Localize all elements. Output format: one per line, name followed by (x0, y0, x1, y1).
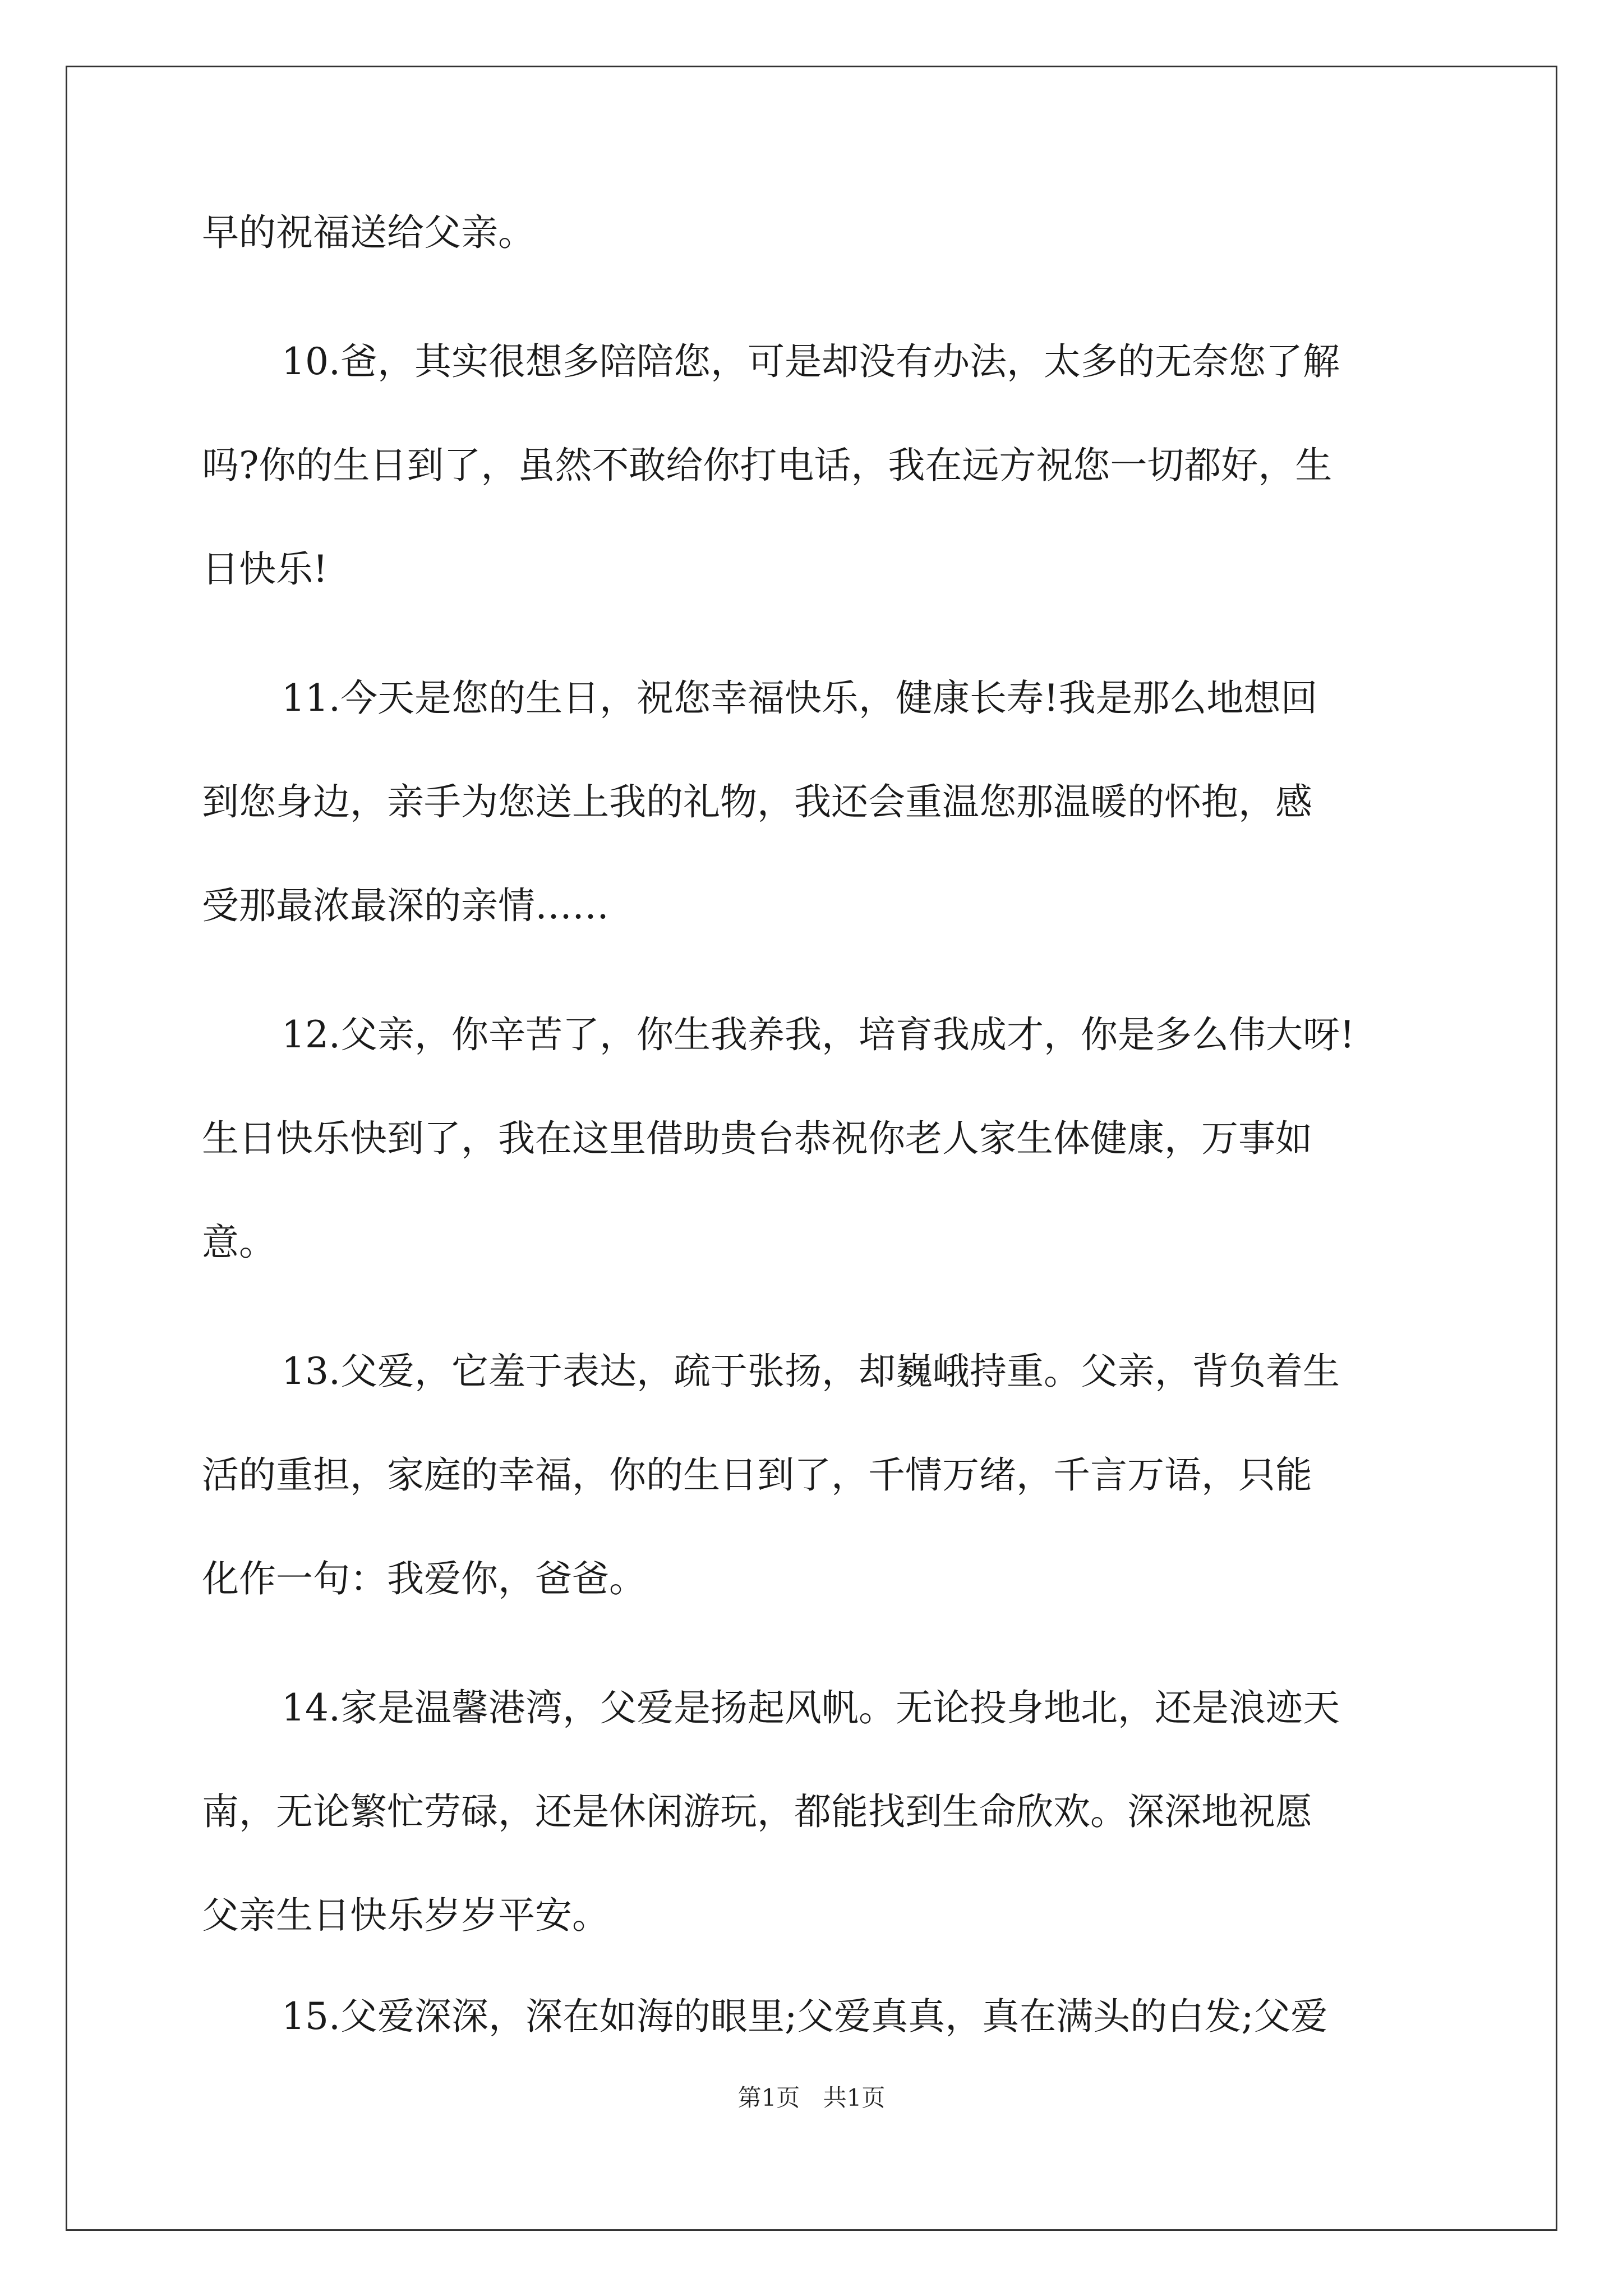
text-line-15: 南，无论繁忙劳碌，还是休闲游玩，都能找到生命欣欢。深深地祝愿 (202, 1790, 1312, 1833)
text-line-7: 受那最浓最深的亲情…… (202, 884, 609, 927)
text-line-8: 12.父亲，你辛苦了，你生我养我，培育我成才，你是多么伟大呀! (282, 1013, 1355, 1056)
text-line-4: 日快乐! (202, 547, 328, 591)
text-line-3: 吗?你的生日到了，虽然不敢给你打电话，我在远方祝您一切都好，生 (202, 444, 1332, 487)
text-line-11: 13.父爱，它羞于表达，疏于张扬，却巍峨持重。父亲，背负着生 (282, 1350, 1340, 1393)
text-line-5: 11.今天是您的生日，祝您幸福快乐，健康长寿!我是那么地想回 (282, 677, 1318, 720)
text-line-12: 活的重担，家庭的幸福，你的生日到了，千情万绪，千言万语，只能 (202, 1453, 1312, 1497)
text-line-9: 生日快乐快到了，我在这里借助贵台恭祝你老人家生体健康，万事如 (202, 1117, 1312, 1160)
page-footer (0, 2081, 1623, 2115)
text-line-16: 父亲生日快乐岁岁平安。 (202, 1894, 609, 1937)
page-number: 第1页 (737, 2084, 800, 2111)
text-line-1: 早的祝福送给父亲。 (202, 211, 535, 254)
text-line-2: 10.爸，其实很想多陪陪您，可是却没有办法，太多的无奈您了解 (282, 340, 1340, 383)
text-line-17: 15.父爱深深，深在如海的眼里;父爱真真，真在满头的白发;父爱 (282, 1995, 1328, 2038)
page-total: 共1页 (823, 2084, 886, 2111)
text-line-13: 化作一句：我爱你，爸爸。 (202, 1557, 646, 1600)
text-line-6: 到您身边，亲手为您送上我的礼物，我还会重温您那温暖的怀抱，感 (202, 780, 1312, 823)
text-line-10: 意。 (202, 1221, 276, 1264)
text-line-14: 14.家是温馨港湾，父爱是扬起风帆。无论投身地北，还是浪迹天 (282, 1686, 1340, 1729)
